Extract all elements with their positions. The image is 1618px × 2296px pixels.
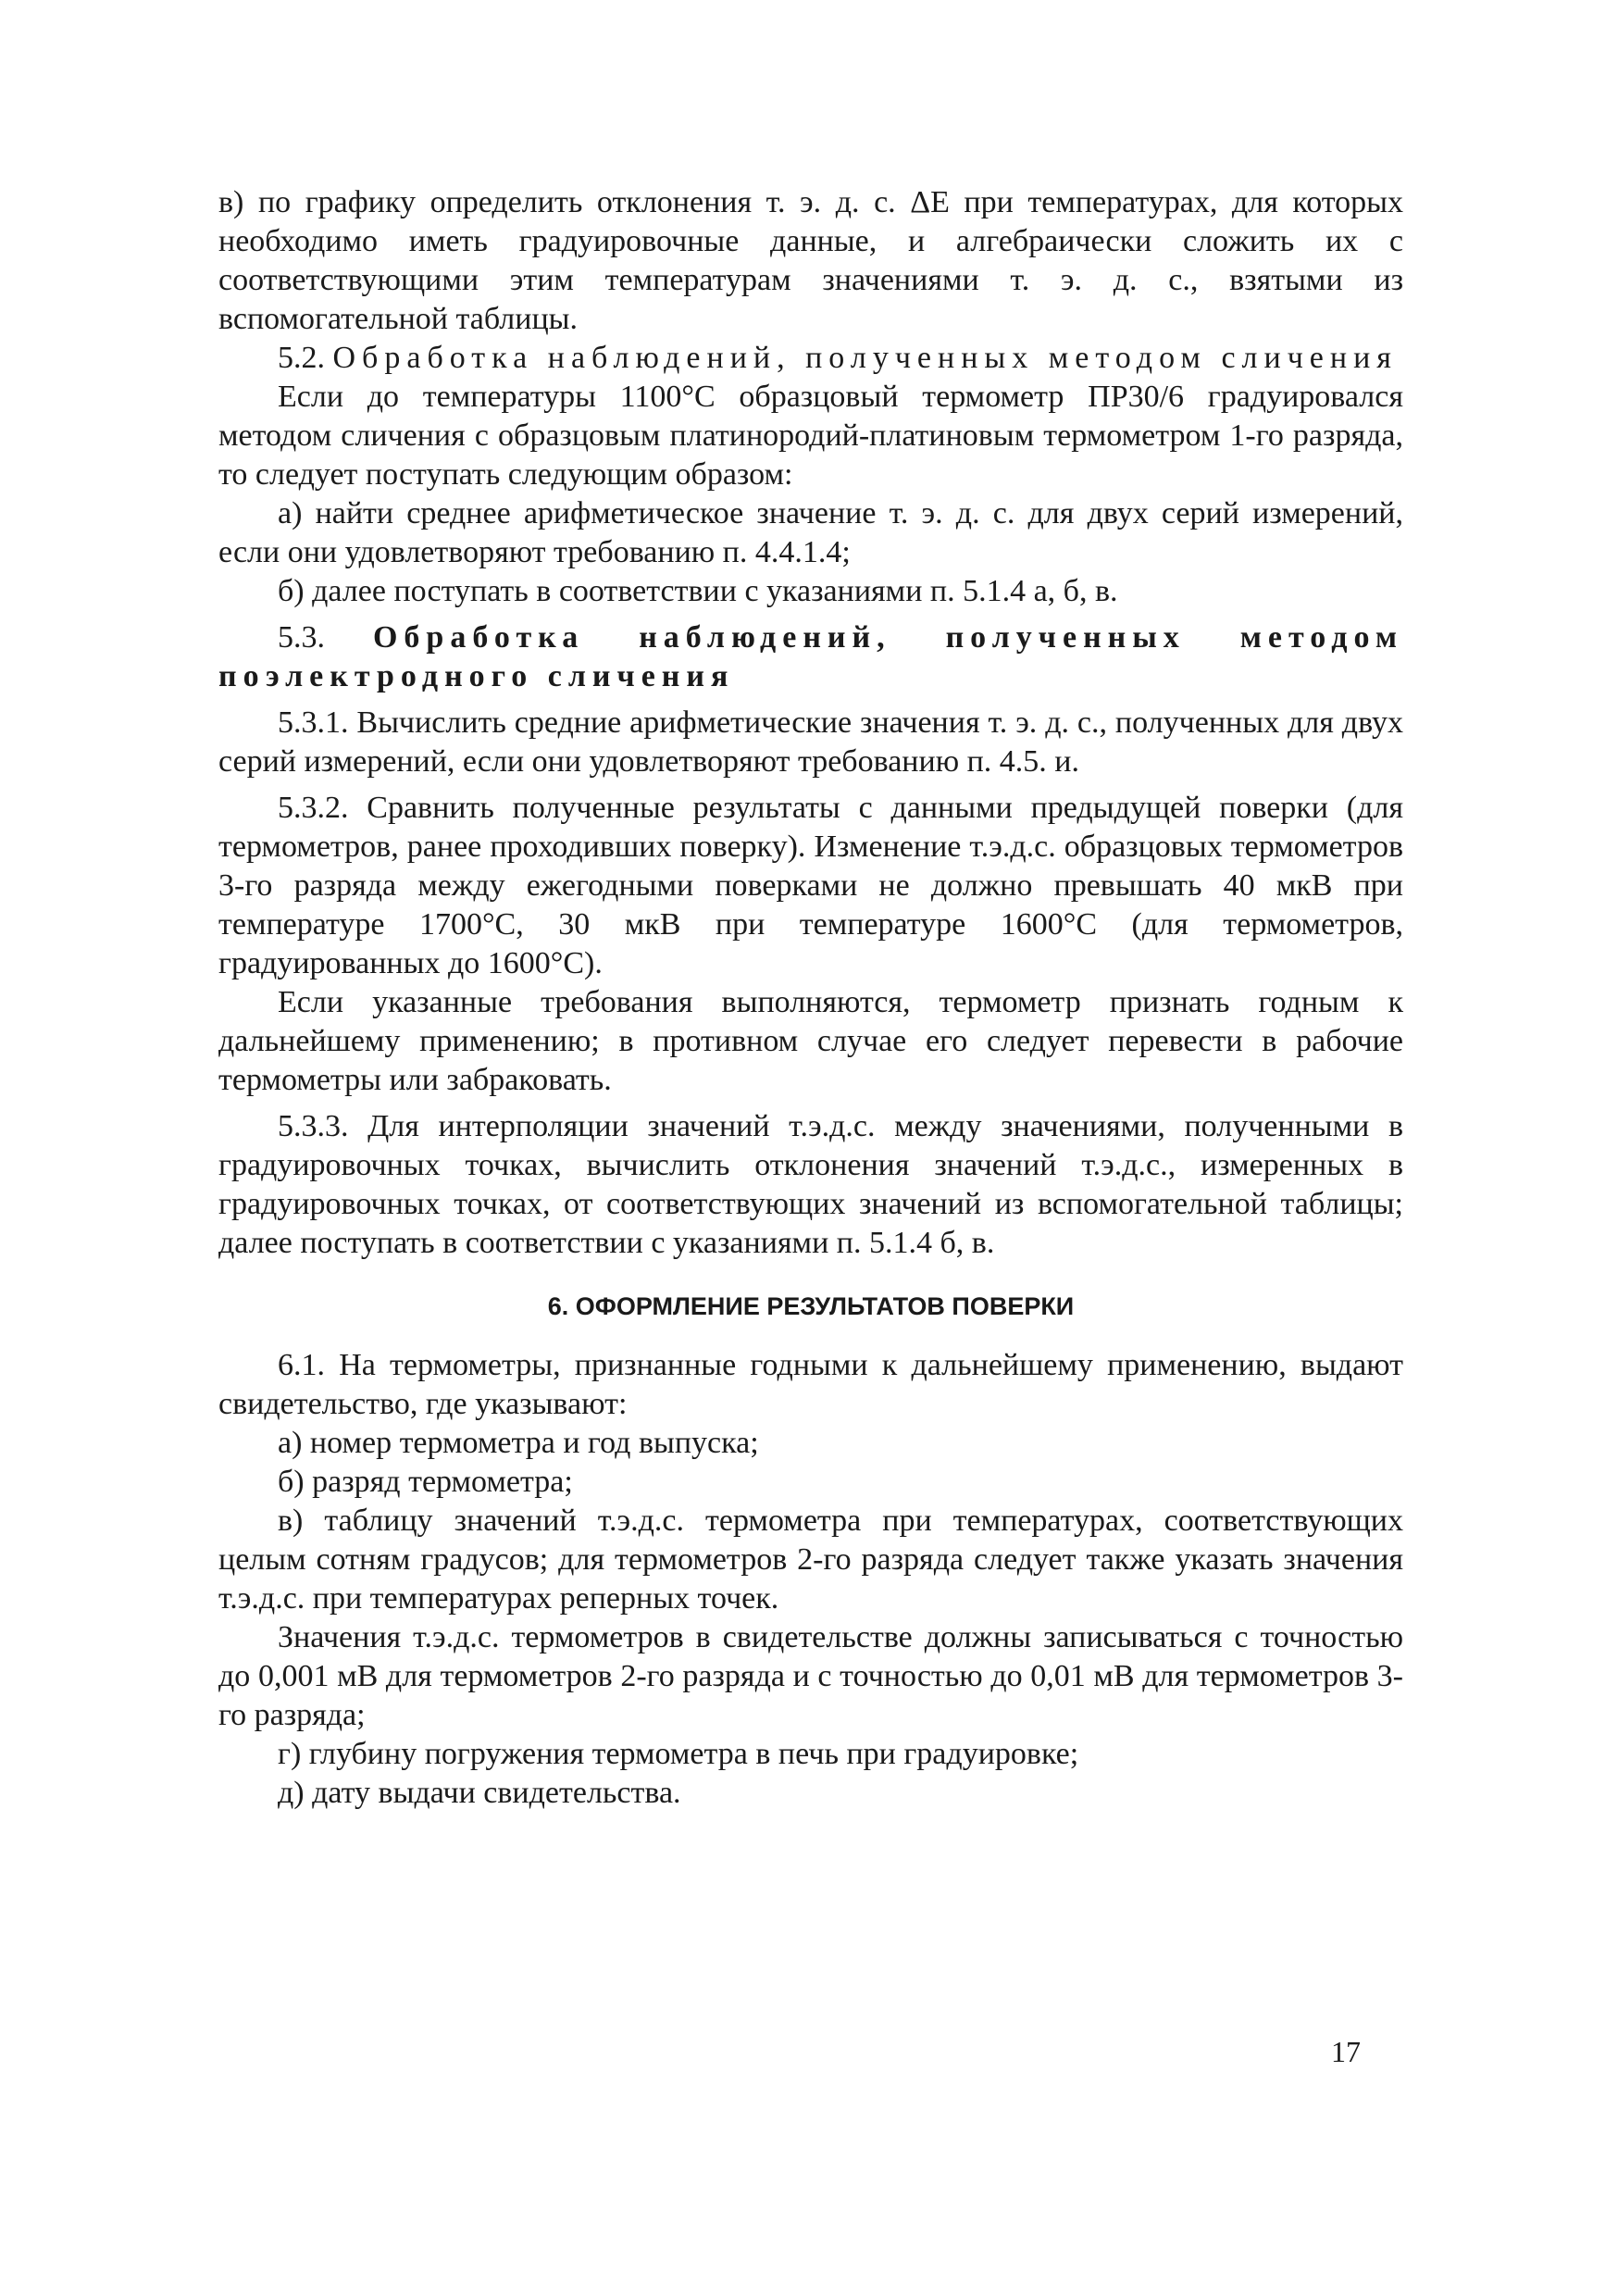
- list-item-g: г) глубину погружения термометра в печь при градуировке;: [278, 1737, 1079, 1771]
- section-title: 6. ОФОРМЛЕНИЕ РЕЗУЛЬТАТОВ ПОВЕРКИ: [547, 1292, 1075, 1320]
- list-item-a: а) найти среднее арифметическое значение т. э. д. с. для двух серий измерений, если они удовлетворяют требованию п. 4.4.1.4;: [218, 496, 1403, 569]
- list-item-b: б) далее поступать в соответствии с указаниями п. 5.1.4 а, б, в.: [278, 574, 1118, 608]
- paragraph-5-3-1: 5.3.1. Вычислить средние арифметические значения т. э. д. с., полученных для двух серий измерений, если они удовлетворяют требованию п. 4.5. и.: [218, 705, 1403, 779]
- paragraph-5-3-3: 5.3.3. Для интерполяции значений т.э.д.с. между значениями, полученными в градуировочных точках, вычислить отклонения значений т.э.д.с., измеренных в градуировочных точках, от соответствующих значений из вспомогательной таблицы; далее поступать в соответствии с указаниями п. 5.1.4 б, в.: [218, 1109, 1403, 1260]
- heading-text: Обработка наблюдений, полученных методом сличения: [332, 341, 1398, 375]
- paragraph-values: Значения т.э.д.с. термометров в свидетельстве должны записываться с точностью до 0,001 мВ для термометров 2-го разряда и с точностью до 0,01 мВ для термометров 3-го разряда;: [218, 1620, 1403, 1732]
- paragraph-v: в) по графику определить отклонения т. э. д. с. ΔE при температурах, для которых необходимо иметь градуировочные данные, и алгебраически сложить их с соответствующими этим температурам значениями т. э. д. с., взятыми из вспомогательной таблицы.: [218, 185, 1403, 336]
- page-number: 17: [1331, 2035, 1361, 2068]
- paragraph-6-1: 6.1. На термометры, признанные годными к дальнейшему применению, выдают свидетельство, где указывают:: [218, 1348, 1403, 1421]
- heading-5-2: [218, 339, 1403, 378]
- heading-5-3: [218, 618, 1403, 696]
- paragraph-5-3-2: 5.3.2. Сравнить полученные результаты с данными предыдущей поверки (для термометров, ранее проходивших поверку). Изменение т.э.д.с. образцовых термометров 3-го разряда между ежегодными поверками не должно превышать 40 мкВ при температуре 1700°С, 30 мкВ при температуре 1600°С (для термометров, градуированных до 1600°С).: [218, 791, 1403, 980]
- list-item-d: д) дату выдачи свидетельства.: [278, 1776, 681, 1810]
- heading-number: 5.3.: [278, 620, 325, 655]
- paragraph-intro: Если до температуры 1100°С образцовый термометр ПР30/6 градуировался методом сличения с образцовым платинородий-платиновым термометром 1-го разряда, то следует поступать следующим образом:: [218, 380, 1403, 492]
- list-item-v: в) таблицу значений т.э.д.с. термометра при температурах, соответствующих целым сотням градусов; для термометров 2-го разряда следует также указать значения т.э.д.с. при температурах реперных точек.: [218, 1504, 1403, 1616]
- heading-text: Обработка наблюдений, полученных методом поэлектродного сличения: [218, 620, 1403, 693]
- list-item-a: а) номер термометра и год выпуска;: [278, 1426, 759, 1460]
- list-item-b: б) разряд термометра;: [278, 1465, 573, 1499]
- paragraph-requirements: Если указанные требования выполняются, термометр признать годным к дальнейшему применению; в противном случае его следует перевести в рабочие термометры или забраковать.: [218, 985, 1403, 1097]
- document-page: [218, 183, 1403, 1813]
- heading-number: 5.2.: [278, 341, 325, 375]
